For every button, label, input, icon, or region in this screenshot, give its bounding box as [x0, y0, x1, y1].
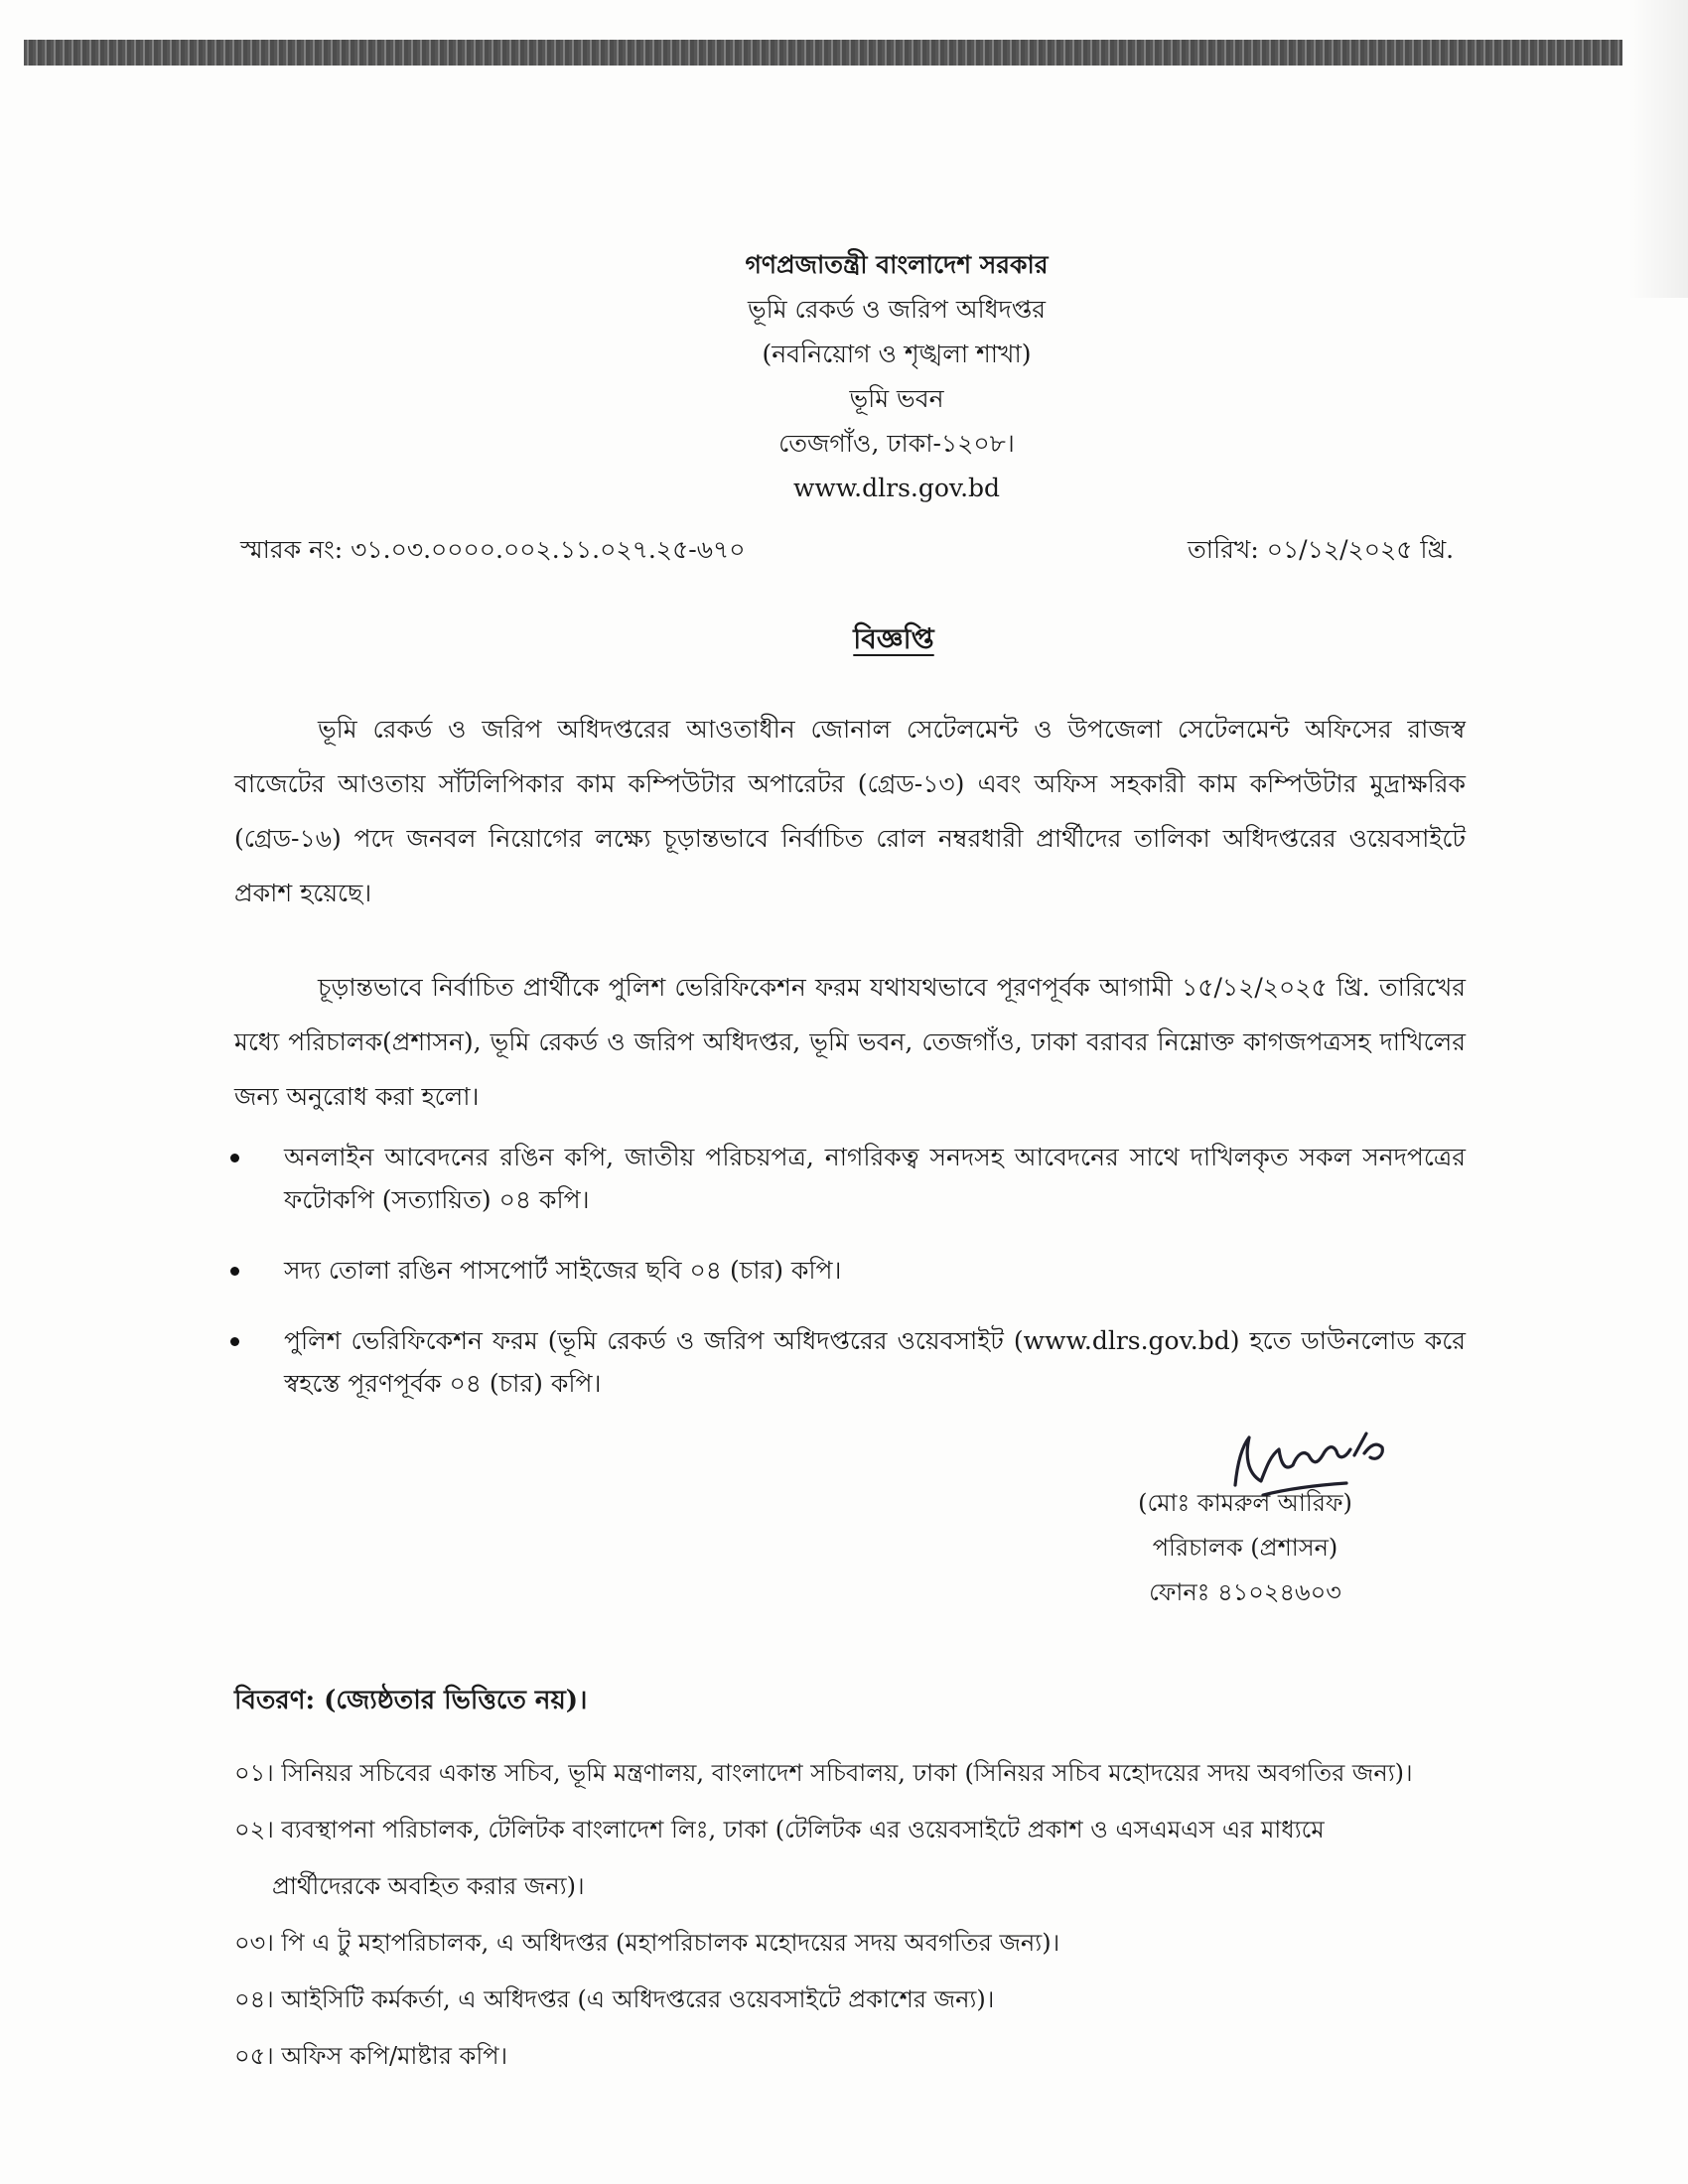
distribution-line: ০১। সিনিয়র সচিবের একান্ত সচিব, ভূমি মন্ত্রণালয়, বাংলাদেশ সচিবালয়, ঢাকা (সিনিয়র সচিব মহোদয়ের সদয় অবগতির জন্য)। [234, 1759, 1413, 1787]
list-item [234, 1915, 1466, 1972]
distribution-line: ০৫। অফিস কপি/মাষ্টার কপি। [234, 2042, 508, 2070]
required-documents-list [284, 1136, 1466, 1433]
office-address: তেজগাঁও, ঢাকা-১২০৮। [778, 429, 1015, 458]
distribution-line: ০৪। আইসিটি কর্মকর্তা, এ অধিদপ্তর (এ অধিদপ্তরের ওয়েবসাইটে প্রকাশের জন্য)। [234, 1985, 995, 2013]
distribution-line: ০২। ব্যবস্থাপনা পরিচালক, টেলিটক বাংলাদেশ লিঃ, ঢাকা (টেলিটক এর ওয়েবসাইটে প্রকাশ ও এসএমএস এর মাধ্যমে [234, 1816, 1325, 1843]
memo-date: তারিখ: ০১/১২/২০২৫ খ্রি. [1188, 535, 1455, 564]
list-item: সদ্য তোলা রঙিন পাসপোর্ট সাইজের ছবি ০৪ (চার) কপি। [284, 1249, 1466, 1292]
list-item: পুলিশ ভেরিফিকেশন ফরম (ভূমি রেকর্ড ও জরিপ অধিদপ্তরের ওয়েবসাইট (www.dlrs.gov.bd) হতে ডাউনলোড করে স্বহস্তে পূরণপূর্বক ০৪ (চার) কপি। [284, 1319, 1466, 1405]
building-name: ভূমি ভবন [849, 384, 944, 413]
list-item: অনলাইন আবেদনের রঙিন কপি, জাতীয় পরিচয়পত্র, নাগরিকত্ব সনদসহ আবেদনের সাথে দাখিলকৃত সকল সনদপত্রের ফটোকপি (সত্যায়িত) ০৪ কপি। [284, 1136, 1466, 1221]
government-name: গণপ্রজাতন্ত্রী বাংলাদেশ সরকার [745, 250, 1049, 279]
notice-title [0, 617, 1688, 664]
letterhead [0, 242, 1688, 510]
memo-number: স্মারক নং: ৩১.০৩.০০০০.০০২.১১.০২৭.২৫-৬৭০ [240, 535, 746, 564]
website-url: www.dlrs.gov.bd [792, 474, 1001, 502]
department-name: ভূমি রেকর্ড ও জরিপ অধিদপ্তর [747, 295, 1047, 324]
distribution-title: বিতরণ: (জ্যেষ্ঠতার ভিত্তিতে নয়)। [234, 1686, 588, 1715]
list-item [234, 1802, 1466, 1915]
distribution-list [234, 1745, 1466, 2085]
branch-name: (নবনিয়োগ ও শৃঙ্খলা শাখা) [762, 340, 1032, 368]
signatory-name: (মোঃ কামরুল আরিফ) [1138, 1489, 1352, 1517]
notice-title-text: বিজ্ঞপ্তি [853, 622, 934, 655]
signatory-designation: পরিচালক (প্রশাসন) [1152, 1534, 1338, 1562]
list-item [234, 2028, 1466, 2085]
notice-paragraph-2: চূড়ান্তভাবে নির্বাচিত প্রার্থীকে পুলিশ ভেরিফিকেশন ফরম যথাযথভাবে পূরণপূর্বক আগামী ১৫/১২/২০২৫ খ্রি. তারিখের মধ্যে পরিচালক(প্রশাসন), ভূমি রেকর্ড ও জরিপ অধিদপ্তর, ভূমি ভবন, তেজগাঁও, ঢাকা বরাবর নিম্নোক্ত কাগজপত্রসহ দাখিলের জন্য অনুরোধ করা হলো। [234, 973, 1466, 1111]
signature-block [1096, 1481, 1394, 1615]
list-item [234, 1745, 1466, 1802]
distribution-line: ০৩। পি এ টু মহাপরিচালক, এ অধিদপ্তর (মহাপরিচালক মহোদয়ের সদয় অবগতির জন্য)। [234, 1929, 1060, 1957]
notice-paragraph-1: ভূমি রেকর্ড ও জরিপ অধিদপ্তরের আওতাধীন জোনাল সেটেলমেন্ট ও উপজেলা সেটেলমেন্ট অফিসের রাজস্ব বাজেটের আওতায় সাঁটলিপিকার কাম কম্পিউটার অপারেটর (গ্রেড-১৩) এবং অফিস সহকারী কাম কম্পিউটার মুদ্রাক্ষরিক (গ্রেড-১৬) পদে জনবল নিয়োগের লক্ষ্যে চূড়ান্তভাবে নির্বাচিত রোল নম্বরধারী প্রার্থীদের তালিকা অধিদপ্তরের ওয়েবসাইটে প্রকাশ হয়েছে। [234, 715, 1466, 907]
scan-edge [24, 40, 1622, 66]
list-item [234, 1972, 1466, 2028]
signatory-phone: ফোনঃ ৪১০২৪৬০৩ [1149, 1578, 1341, 1606]
distribution-line-continuation: প্রার্থীদেরকে অবহিত করার জন্য)। [272, 1872, 585, 1900]
